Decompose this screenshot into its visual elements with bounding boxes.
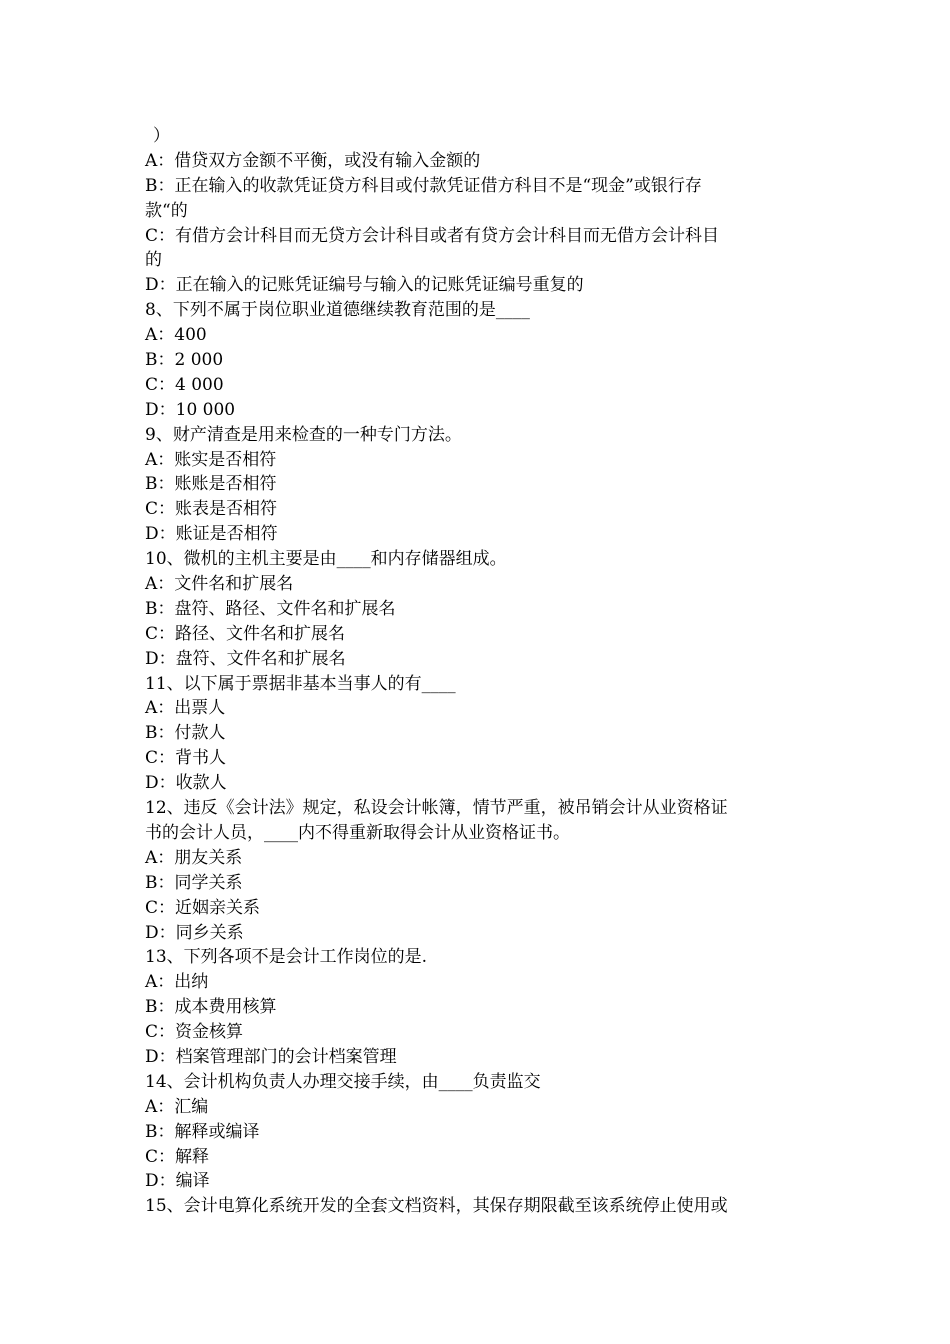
question-line: 13、下列各项不是会计工作岗位的是.: [145, 947, 428, 968]
option-line: B：成本费用核算: [145, 997, 277, 1018]
question-line: 9、财产清查是用来检查的一种专门方法。: [145, 424, 462, 445]
option-line: B：付款人: [145, 723, 226, 744]
option-line: A：出票人: [145, 698, 226, 719]
text-line: D：正在输入的记账凭证编号与输入的记账凭证编号重复的: [145, 275, 584, 296]
text-line: A：借贷双方金额不平衡，或没有输入金额的: [145, 150, 481, 171]
option-line: C：4 000: [145, 374, 224, 395]
question-line: 书的会计人员，____内不得重新取得会计从业资格证书。: [145, 822, 570, 843]
option-line: A：朋友关系: [145, 847, 243, 868]
option-line: A：出纳: [145, 972, 209, 993]
option-line: C：账表是否相符: [145, 499, 278, 520]
option-line: D：盘符、文件名和扩展名: [145, 648, 346, 669]
option-line: C：近姻亲关系: [145, 897, 261, 918]
question-line: 10、微机的主机主要是由____和内存储器组成。: [145, 549, 507, 570]
option-line: D：账证是否相符: [145, 524, 278, 545]
option-line: C：解释: [145, 1146, 210, 1167]
option-line: B：同学关系: [145, 872, 243, 893]
option-line: A：400: [145, 325, 207, 346]
option-line: B：2 000: [145, 350, 224, 371]
option-line: C：背书人: [145, 748, 227, 769]
option-line: B：账账是否相符: [145, 474, 277, 495]
option-line: A：汇编: [145, 1096, 209, 1117]
question-line: 11、以下属于票据非基本当事人的有____: [145, 673, 456, 694]
question-line: 8、下列不属于岗位职业道德继续教育范围的是____: [145, 300, 530, 321]
question-line: 12、违反《会计法》规定，私设会计帐簿，情节严重，被吊销会计从业资格证: [145, 798, 728, 819]
option-line: B：解释或编译: [145, 1121, 260, 1142]
option-line: C：资金核算: [145, 1022, 244, 1043]
option-line: D：档案管理部门的会计档案管理: [145, 1046, 397, 1067]
option-line: A：文件名和扩展名: [145, 574, 294, 595]
option-line: D：编译: [145, 1171, 210, 1192]
option-line: D：收款人: [145, 773, 227, 794]
text-line: ）: [153, 126, 170, 146]
document-page: [145, 124, 815, 1219]
text-line: B：正在输入的收款凭证贷方科目或付款凭证借方科目不是“现金”或银行存: [145, 175, 702, 196]
question-line: 15、会计电算化系统开发的全套文档资料，其保存期限截至该系统停止使用或: [145, 1196, 728, 1217]
option-line: D：10 000: [145, 399, 236, 420]
option-line: A：账实是否相符: [145, 449, 277, 470]
text-line: 款“的: [145, 200, 188, 221]
question-line: 14、会计机构负责人办理交接手续，由____负责监交: [145, 1071, 541, 1092]
option-line: C：路径、文件名和扩展名: [145, 623, 346, 644]
option-line: D：同乡关系: [145, 922, 244, 943]
option-line: B：盘符、路径、文件名和扩展名: [145, 598, 396, 619]
text-line: 的: [145, 250, 162, 271]
text-line: C：有借方会计科目而无贷方会计科目或者有贷方会计科目而无借方会计科目: [145, 225, 720, 246]
